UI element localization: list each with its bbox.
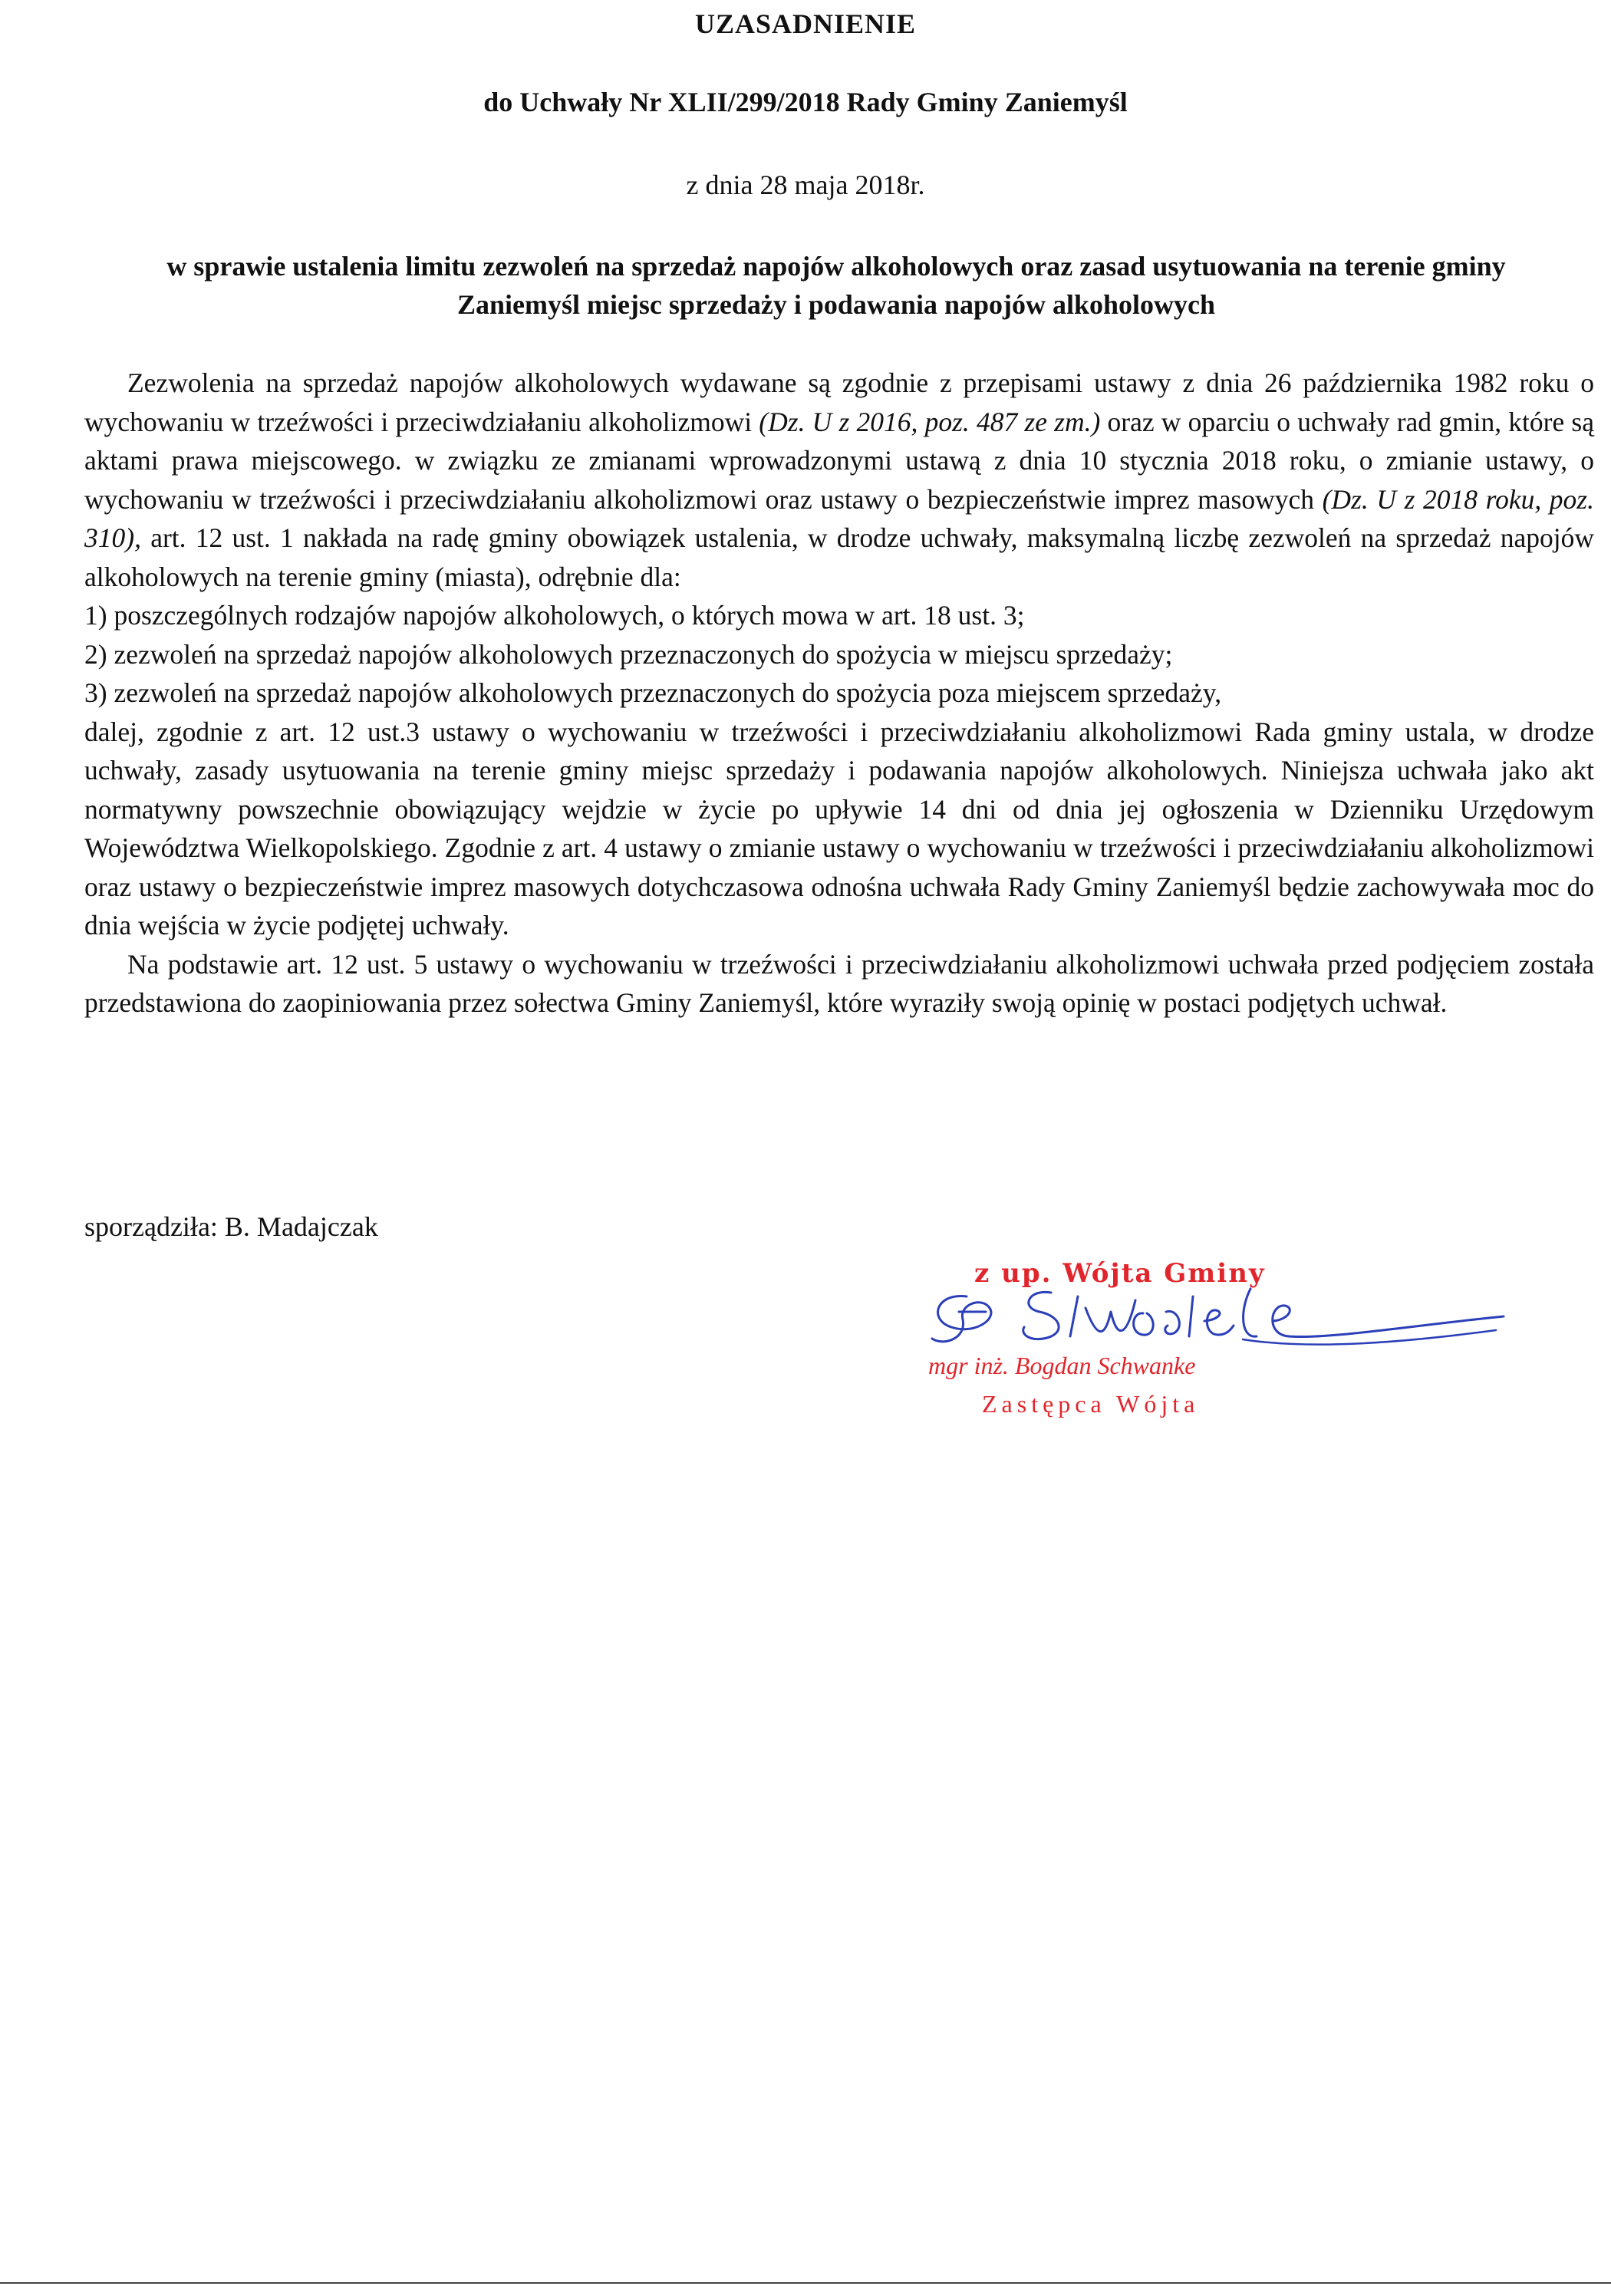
paragraph-1-citation-1: (Dz. U z 2016, poz. 487 ze zm.) bbox=[759, 406, 1101, 437]
prepared-by: sporządziła: B. Madajczak bbox=[84, 1211, 378, 1242]
stamp-line-3: Zastępca Wójta bbox=[982, 1390, 1200, 1418]
paragraph-1-citation-2: (Dz. U z 2018 roku, poz. 310), bbox=[84, 483, 1594, 553]
resolution-subject: w sprawie ustalenia limitu zezwoleń na sprzedaż napojów alkoholowych oraz zasad usytuowania na terenie gminy Zaniemyśl miejsc sprzedaży i podawania napojów alkoholowych bbox=[166, 251, 1506, 320]
handwritten-signature bbox=[913, 1266, 1511, 1365]
paragraph-1 bbox=[84, 364, 1594, 596]
paragraph-3: Na podstawie art. 12 ust. 5 ustawy o wychowaniu w trzeźwości i przeciwdziałaniu alkoholizmowi uchwała przed podjęciem została przedstawiona do zaopiniowania przez sołectwa Gminy Zaniemyśl, które wyraziły swoją opinię w postaci podjętych uchwał. bbox=[84, 948, 1594, 1018]
document-title: UZASADNIENIE bbox=[694, 8, 917, 39]
footer-rule bbox=[0, 2282, 1611, 2284]
paragraph-1-part-a: Zezwolenia na sprzedaż napojów alkoholowych wydawane są zgodnie z przepisami ustawy z dnia 26 października 1982 roku o wychowaniu w trzeźwości i przeciwdziałaniu alkoholizmowi bbox=[84, 367, 1594, 437]
resolution-reference: do Uchwały Nr XLII/299/2018 Rady Gminy Zaniemyśl bbox=[483, 87, 1128, 117]
resolution-date: z dnia 28 maja 2018r. bbox=[686, 170, 925, 200]
paragraph-1-part-e: art. 12 ust. 1 nakłada na radę gminy obowiązek ustalenia, w drodze uchwały, maksymalną liczbę zezwoleń na sprzedaż napojów alkoholowych na terenie gminy (miasta), odrębnie dla: bbox=[84, 522, 1594, 592]
stamp-line-1: z up. Wójta Gminy bbox=[974, 1258, 1266, 1289]
stamp-line-2: mgr inż. Bogdan Schwanke bbox=[928, 1352, 1196, 1379]
paragraph-1-part-c: oraz w oparciu o uchwały rad gmin, które są aktami prawa miejscowego. w związku ze zmianami wprowadzonymi ustawą z dnia 10 stycznia 2018 roku, o zmianie ustawy, o wychowaniu w trzeźwości i przeciwdziałaniu alkoholizmowi oraz ustawy o bezpieczeństwie imprez masowych bbox=[84, 406, 1594, 515]
list-item-1: 1) poszczególnych rodzajów napojów alkoholowych, o których mowa w art. 18 ust. 3; bbox=[84, 600, 1025, 631]
list-item-3: 3) zezwoleń na sprzedaż napojów alkoholowych przeznaczonych do spożycia poza miejscem sprzedaży, bbox=[84, 677, 1222, 708]
justification-body bbox=[84, 364, 1594, 1023]
paragraph-2: dalej, zgodnie z art. 12 ust.3 ustawy o wychowaniu w trzeźwości i przeciwdziałaniu alkoholizmowi Rada gminy ustala, w drodze uchwały, zasady usytuowania na terenie gminy miejsc sprzedaży i podawania napojów alkoholowych. Niniejsza uchwała jako akt normatywny powszechnie obowiązujący wejdzie w życie po upływie 14 dni od dnia jej ogłoszenia w Dzienniku Urzędowym Województwa Wielkopolskiego. Zgodnie z art. 4 ustawy o zmianie ustawy o wychowaniu w trzeźwości i przeciwdziałaniu alkoholizmowi oraz ustawy o bezpieczeństwie imprez masowych dotychczasowa odnośna uchwała Rady Gminy Zaniemyśl będzie zachowywała moc do dnia wejścia w życie podjętej uchwały. bbox=[84, 716, 1594, 940]
list-item-2: 2) zezwoleń na sprzedaż napojów alkoholowych przeznaczonych do spożycia w miejscu sprzedaży; bbox=[84, 638, 1173, 670]
